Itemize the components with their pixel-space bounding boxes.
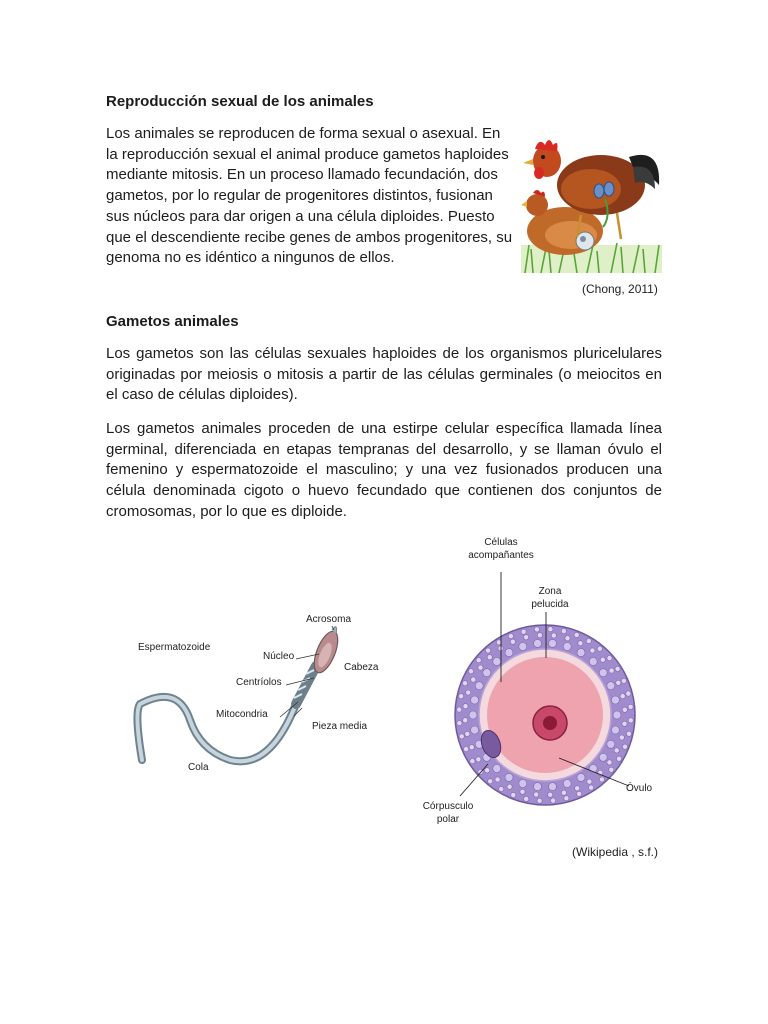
figure-citation-chong: (Chong, 2011) bbox=[582, 282, 658, 296]
paragraph-line: que el descendiente recibe genes de ambos progenitores, su bbox=[106, 228, 513, 246]
chicken-mating-illustration bbox=[521, 127, 662, 273]
section-heading-gametos: Gametos animales bbox=[106, 313, 239, 330]
section2-paragraph-2: Los gametos animales proceden de una estirpe celular específica llamada línea germinal, diferenciada en etapas tempranas del desarrollo, y se llaman óvulo el femenino y espermatozoide el masculino; y una vez fusionados producen una célula denominada cigoto o huevo fecundado que contienen dos conjuntos de cromosomas, por lo que es diploide. bbox=[106, 420, 662, 520]
paragraph-line: la reproducción sexual el animal produce gametos haploides bbox=[106, 145, 509, 163]
paragraph-line: Los animales se reproducen de forma sexual o asexual. En bbox=[106, 125, 501, 142]
label-pelucida: pelucida bbox=[531, 599, 569, 610]
label-acompanantes: acompañantes bbox=[468, 550, 534, 561]
section-heading-reproduccion: Reproducción sexual de los animales bbox=[106, 93, 374, 110]
label-espermatozoide: Espermatozoide bbox=[138, 642, 211, 653]
ovum-diagram bbox=[400, 530, 670, 830]
paragraph-line: gametos, por lo regular de progenitores distintos, fusionan bbox=[106, 187, 493, 205]
label-nucleo: Núcleo bbox=[263, 651, 295, 662]
sperm-diagram bbox=[120, 600, 400, 810]
label-cabeza: Cabeza bbox=[344, 662, 379, 673]
label-acrosoma: Acrosoma bbox=[306, 614, 352, 625]
label-ovulo: Óvulo bbox=[626, 783, 653, 794]
section2-paragraph-1: Los gametos son las células sexuales haploides de los organismos pluricelulares originadas por meiosis o mitosis a partir de las células germinales (o meiocitos en el caso de células diploides). bbox=[106, 345, 662, 404]
label-pieza-media: Pieza media bbox=[312, 721, 368, 732]
section1-paragraph bbox=[106, 124, 516, 269]
label-polar: polar bbox=[436, 814, 460, 825]
figure-citation-wikipedia: (Wikipedia , s.f.) bbox=[572, 845, 659, 859]
label-celulas: Células bbox=[484, 537, 518, 548]
sperm-tail bbox=[137, 697, 296, 761]
label-mitocondria: Mitocondria bbox=[216, 709, 268, 720]
label-centriolos: Centríolos bbox=[236, 677, 282, 688]
paragraph-line: mediante mitosis. En un proceso llamado fecundación, dos bbox=[106, 166, 498, 184]
label-cola: Cola bbox=[188, 762, 209, 773]
label-zona: Zona bbox=[538, 586, 562, 597]
sperm-midpiece bbox=[296, 666, 316, 704]
paragraph-line: genoma no es idéntico a ningunos de ellos. bbox=[106, 249, 395, 267]
label-corpusculo: Córpusculo bbox=[422, 801, 474, 812]
paragraph-line: sus núcleos para dar origen a una célula diploides. Puesto bbox=[106, 207, 495, 225]
